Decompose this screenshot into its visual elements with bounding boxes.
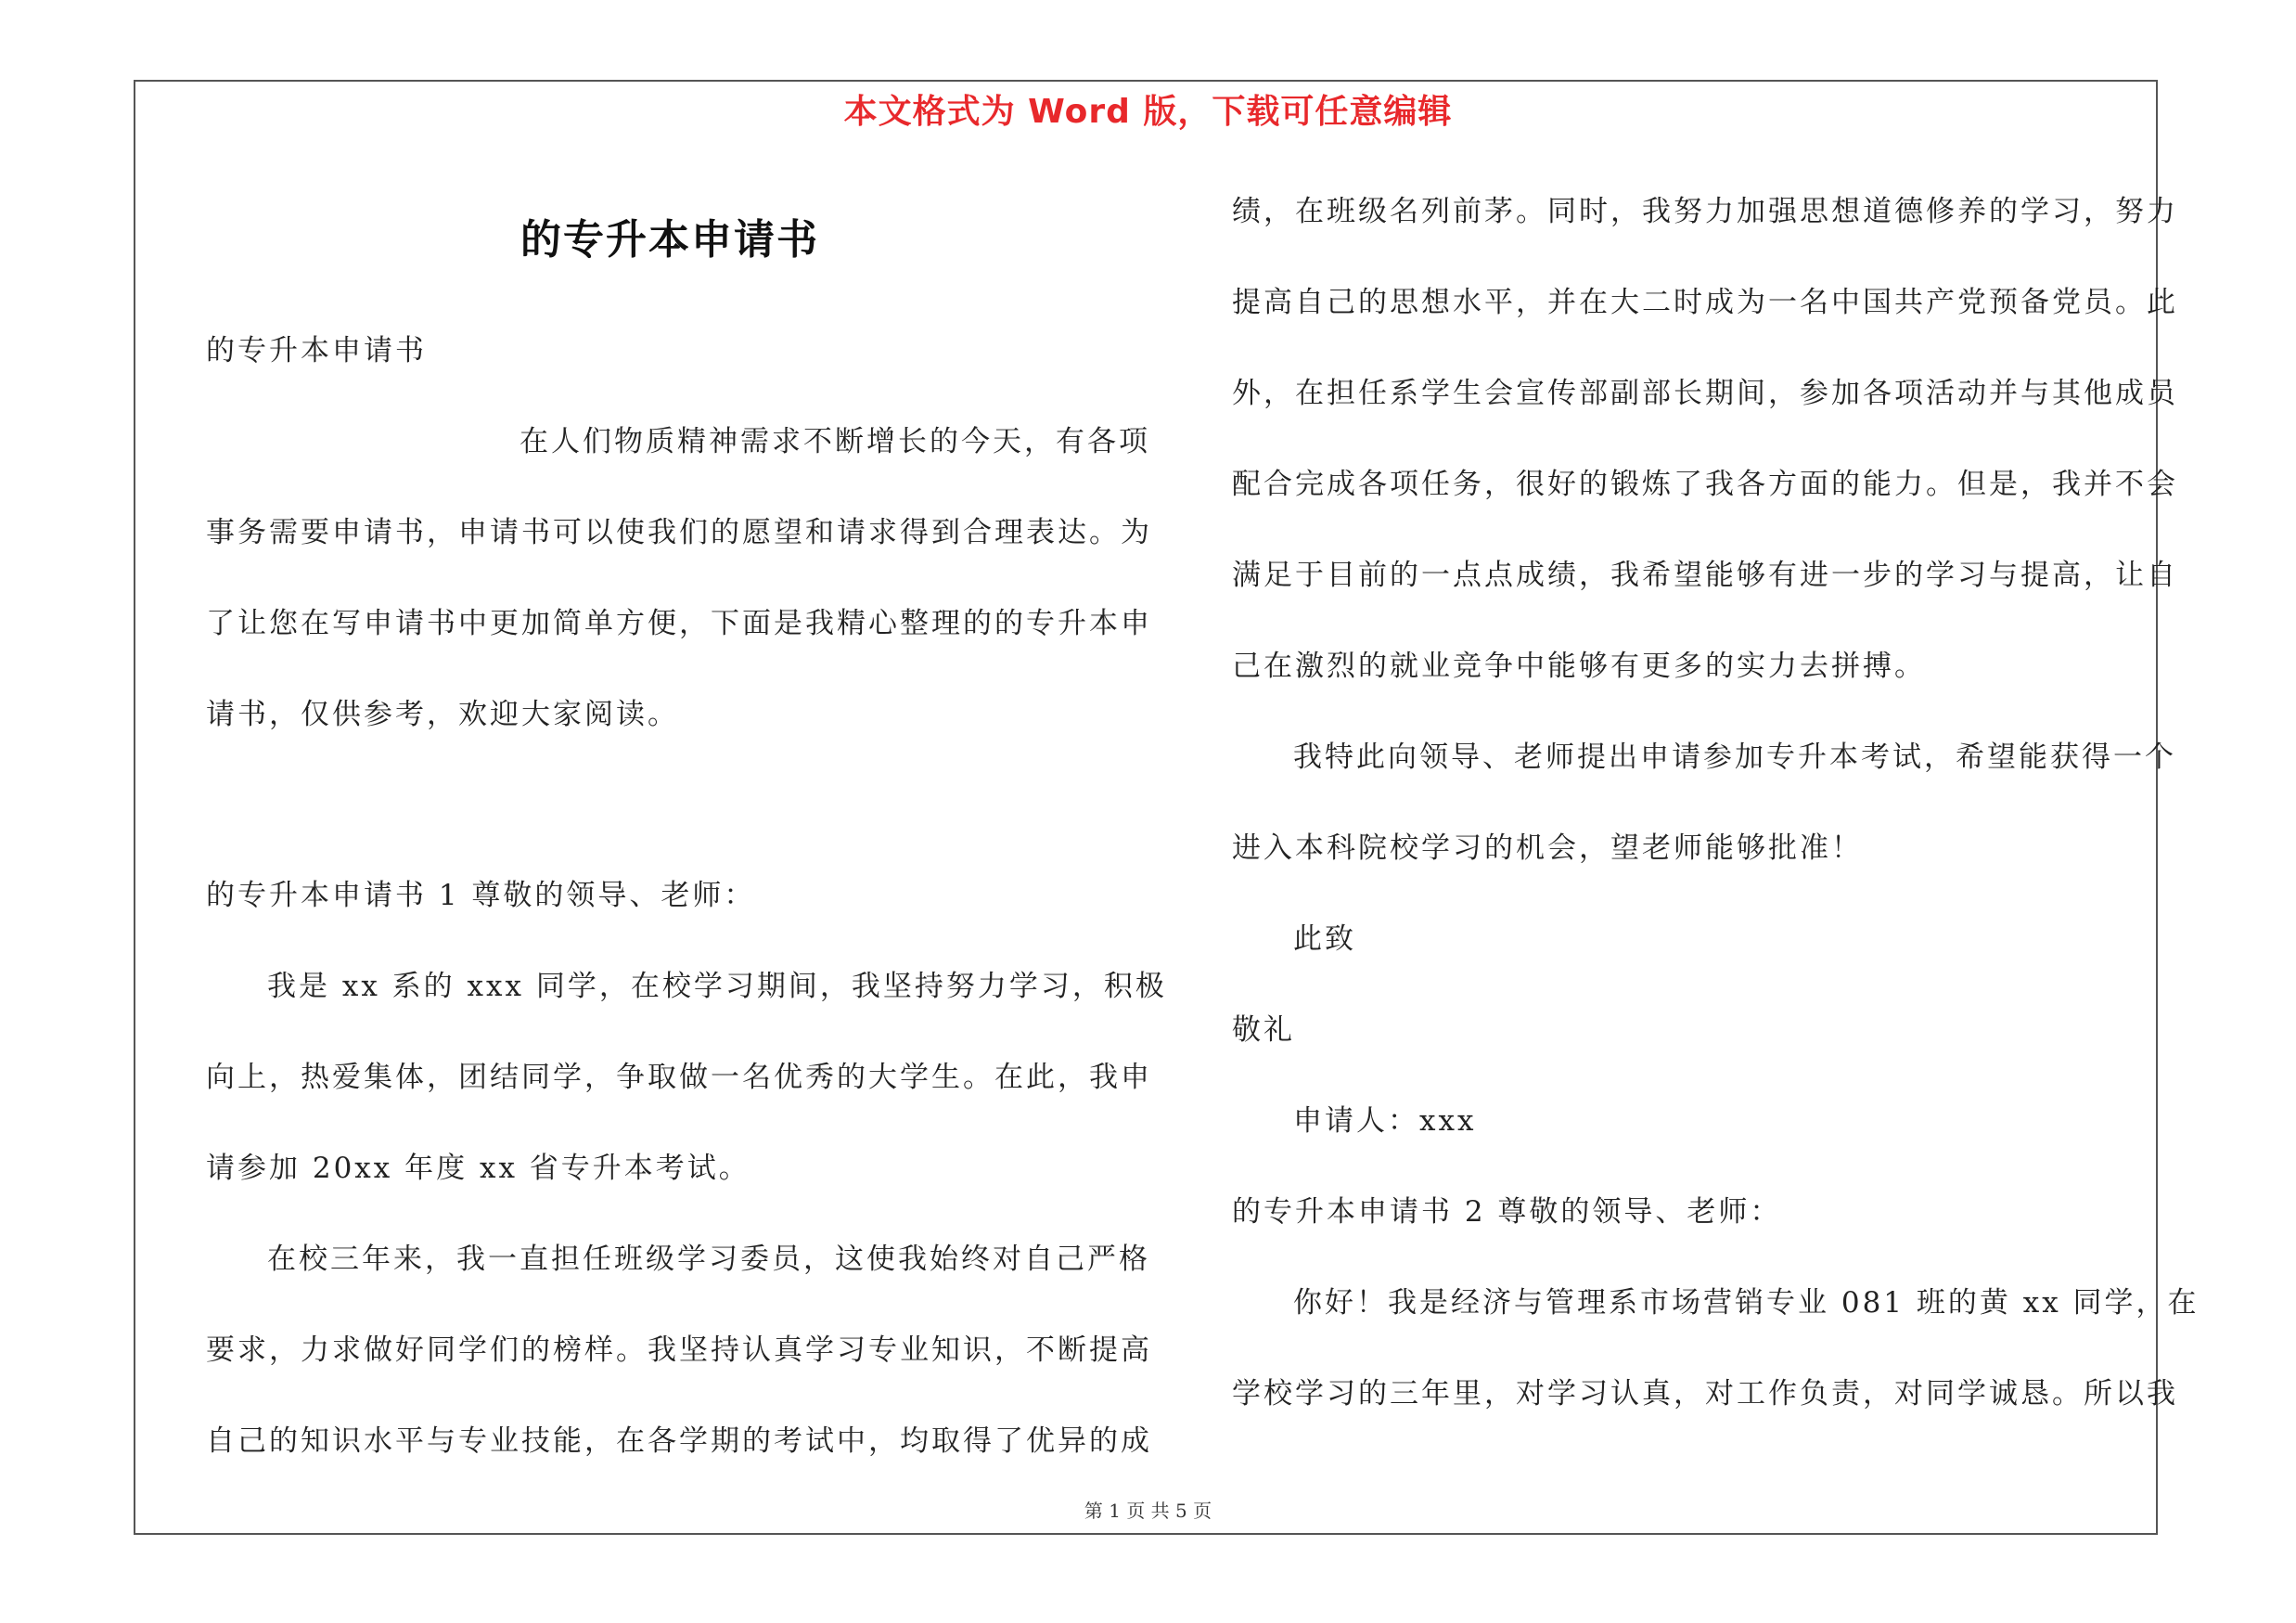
text-line: 学校学习的三年里，对学习认真，对工作负责，对同学诚恳。所以我	[1232, 1377, 2178, 1410]
text-line: 外，在担任系学生会宣传部副部长期间，参加各项活动并与其他成员	[1232, 377, 2178, 410]
text-line: 的专升本申请书	[206, 334, 427, 367]
text-line: 己在激烈的就业竞争中能够有更多的实力去拼搏。	[1232, 650, 1926, 683]
text-line: 请书，仅供参考，欢迎大家阅读。	[206, 698, 679, 731]
edit-notice: 本文格式为 Word 版，下载可任意编辑	[843, 93, 1453, 131]
text-line: 你好！我是经济与管理系市场营销专业 081 班的黄 xx 同学，在	[1293, 1286, 2200, 1320]
text-line: 申请人：xxx	[1293, 1104, 1477, 1138]
page-number: 第 1 页 共 5 页	[1084, 1500, 1212, 1522]
text-line: 自己的知识水平与专业技能，在各学期的考试中，均取得了优异的成	[206, 1424, 1152, 1458]
text-line: 我是 xx 系的 xxx 同学，在校学习期间，我坚持努力学习，积极	[267, 970, 1167, 1003]
text-line: 了让您在写申请书中更加简单方便，下面是我精心整理的的专升本申	[206, 607, 1152, 640]
text-line: 请参加 20xx 年度 xx 省专升本考试。	[206, 1152, 750, 1185]
text-line: 满足于目前的一点点成绩，我希望能够有进一步的学习与提高，让自	[1232, 559, 2178, 592]
page-title: 的专升本申请书	[520, 216, 819, 264]
text-line: 在校三年来，我一直担任班级学习委员，这使我始终对自己严格	[267, 1243, 1150, 1276]
text-line: 要求，力求做好同学们的榜样。我坚持认真学习专业知识，不断提高	[206, 1333, 1152, 1367]
text-line: 此致	[1293, 922, 1356, 956]
text-line: 向上，热爱集体，团结同学，争取做一名优秀的大学生。在此，我申	[206, 1061, 1152, 1094]
text-line: 配合完成各项任务，很好的锻炼了我各方面的能力。但是，我并不会	[1232, 468, 2178, 501]
text-line: 绩，在班级名列前茅。同时，我努力加强思想道德修养的学习，努力	[1232, 195, 2178, 228]
text-line: 我特此向领导、老师提出申请参加专升本考试，希望能获得一个	[1293, 741, 2176, 774]
text-line: 的专升本申请书 2 尊敬的领导、老师：	[1232, 1195, 1782, 1229]
text-line: 敬礼	[1232, 1013, 1295, 1047]
text-line: 在人们物质精神需求不断增长的今天，有各项	[519, 425, 1150, 458]
text-line: 的专升本申请书 1 尊敬的领导、老师：	[206, 879, 756, 912]
text-line: 提高自己的思想水平，并在大二时成为一名中国共产党预备党员。此	[1232, 286, 2178, 319]
text-line: 事务需要申请书，申请书可以使我们的愿望和请求得到合理表达。为	[206, 516, 1152, 549]
text-line: 进入本科院校学习的机会，望老师能够批准！	[1232, 831, 1863, 865]
